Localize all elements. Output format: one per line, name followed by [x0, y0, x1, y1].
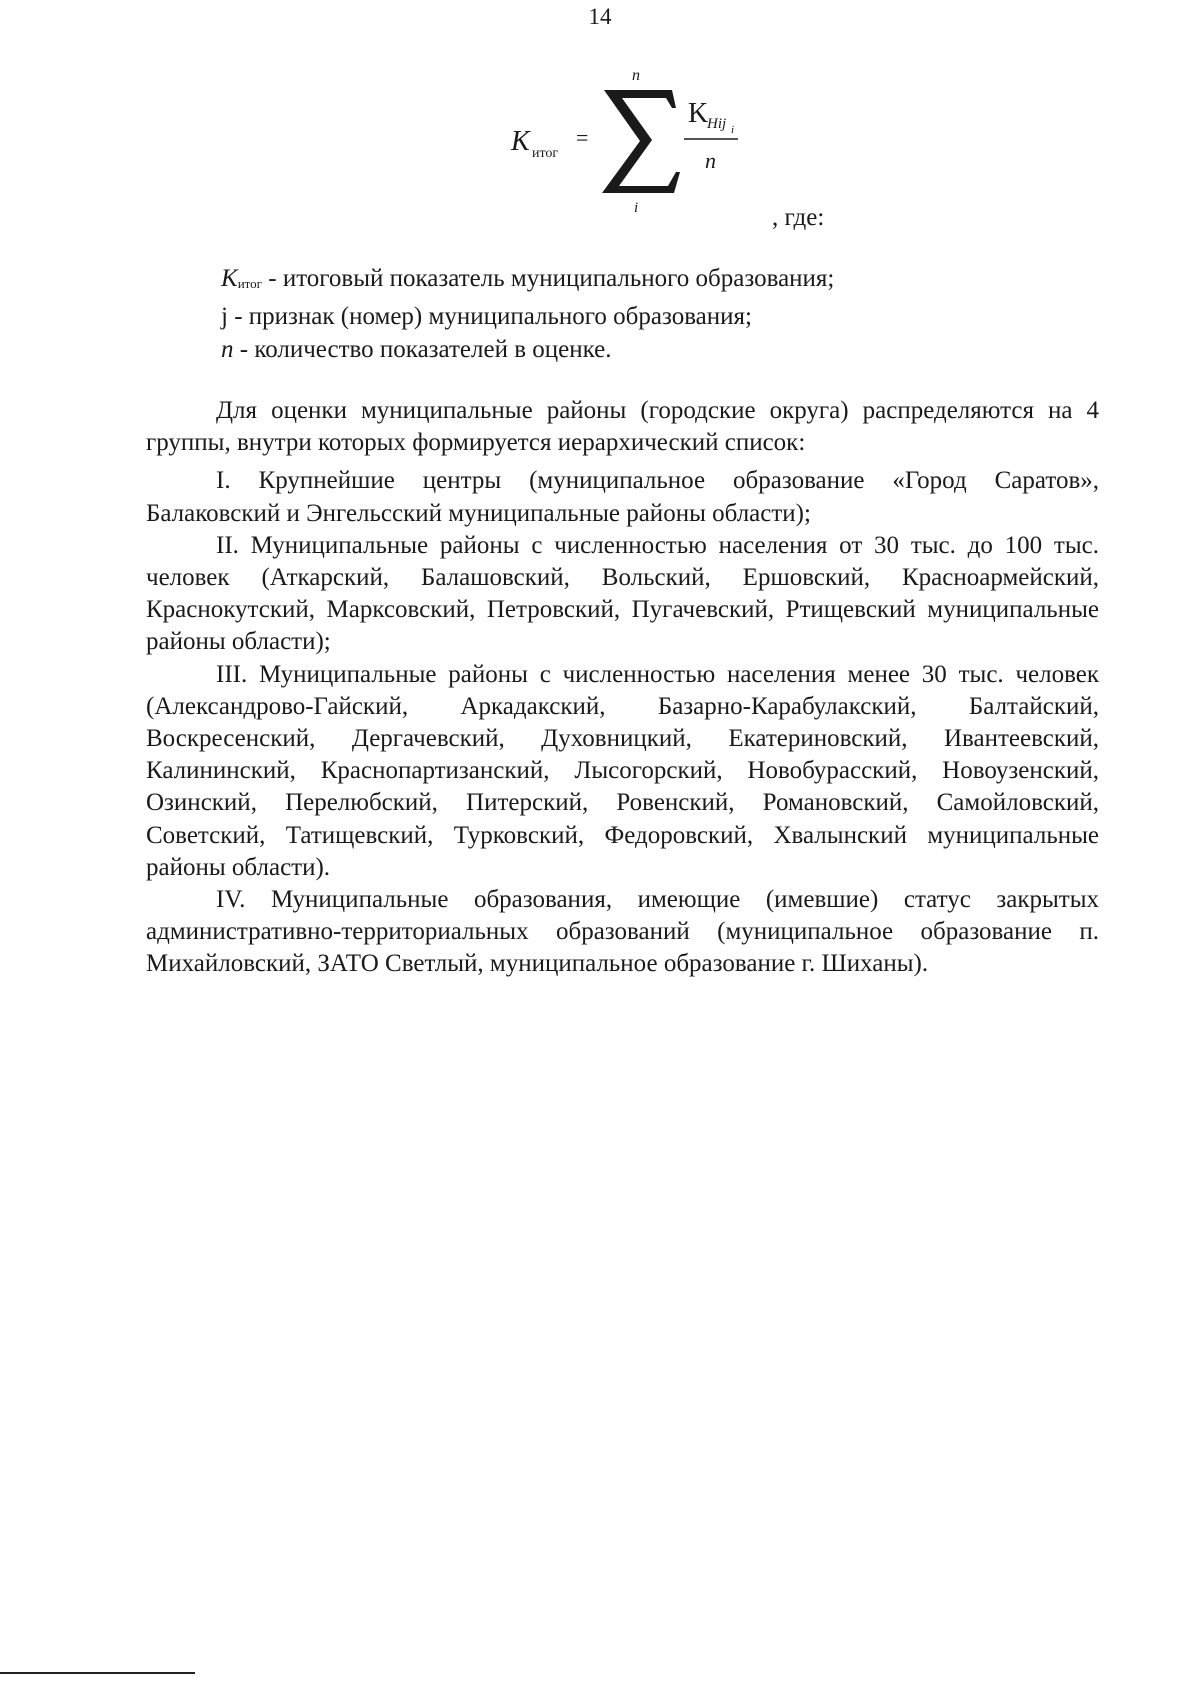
- formula-lhs-subscript: итог: [532, 146, 559, 161]
- numerator-symbol: K: [688, 98, 709, 129]
- formula-legend: [221, 262, 834, 366]
- legend-item: [221, 333, 834, 366]
- sum-sign-icon: [602, 90, 680, 193]
- group-3-paragraph: III. Муниципальные районы с численностью населения менее 30 тыс. человек (Александрово-Гайский, Аркадакский, Базарно-Карабулакский, Балтайский, Воскресенский, Дергачевский, Духовницкий, Екатериновский, Ивантеевский, Калининский, Краснопартизанский, Лысогорский, Новобурасский, Новоузенский, Озинский, Перелюбский, Питерский, Ровенский, Романовский, Самойловский, Советский, Татищевский, Турковский, Федоровский, Хвалынский муниципальные районы области).: [146, 660, 1099, 881]
- footnote-rule: [0, 1672, 195, 1674]
- legend-subscript: итог: [237, 276, 262, 291]
- sum-upper-limit: n: [632, 67, 640, 84]
- legend-item: [221, 300, 834, 333]
- numerator-sub-subscript: i: [731, 124, 735, 136]
- page-number: 14: [588, 4, 612, 29]
- denominator: n: [705, 148, 716, 173]
- formula-equals: =: [576, 125, 589, 150]
- intro-paragraph: Для оценки муниципальные районы (городские округа) распределяются на 4 группы, внутри которых формируется иерархический список:: [146, 397, 1099, 457]
- group-2-paragraph: II. Муниципальные районы с численностью населения от 30 тыс. до 100 тыс. человек (Аткарский, Балашовский, Вольский, Ершовский, Красноармейский, Краснокутский, Марксовский, Петровский, Пугачевский, Ртищевский муниципальные районы области);: [146, 531, 1099, 656]
- legend-text: - количество показателей в оценке.: [233, 336, 612, 363]
- legend-symbol: K: [221, 265, 238, 292]
- where-label: , где:: [772, 204, 825, 231]
- body-text: [146, 395, 1099, 981]
- legend-symbol: n: [221, 336, 234, 363]
- numerator-subscript: Hij: [707, 116, 727, 132]
- formula-graphic: [0, 0, 1200, 240]
- legend-text: - итоговый показатель муниципального образования;: [262, 265, 835, 292]
- legend-item: [221, 262, 834, 300]
- legend-text: j - признак (номер) муниципального образования;: [221, 303, 752, 330]
- group-4-paragraph: IV. Муниципальные образования, имеющие (имевшие) статус закрытых административно-территориальных образований (муниципальное образование п. Михайловский, ЗАТО Светлый, муниципальное образование г. Шиханы).: [146, 886, 1099, 978]
- sum-lower-limit: i: [634, 200, 639, 216]
- formula: [0, 0, 1200, 240]
- group-1-paragraph: I. Крупнейшие центры (муниципальное образование «Город Саратов», Балаковский и Энгельсский муниципальные районы области);: [146, 467, 1099, 527]
- formula-lhs-symbol: K: [511, 126, 530, 157]
